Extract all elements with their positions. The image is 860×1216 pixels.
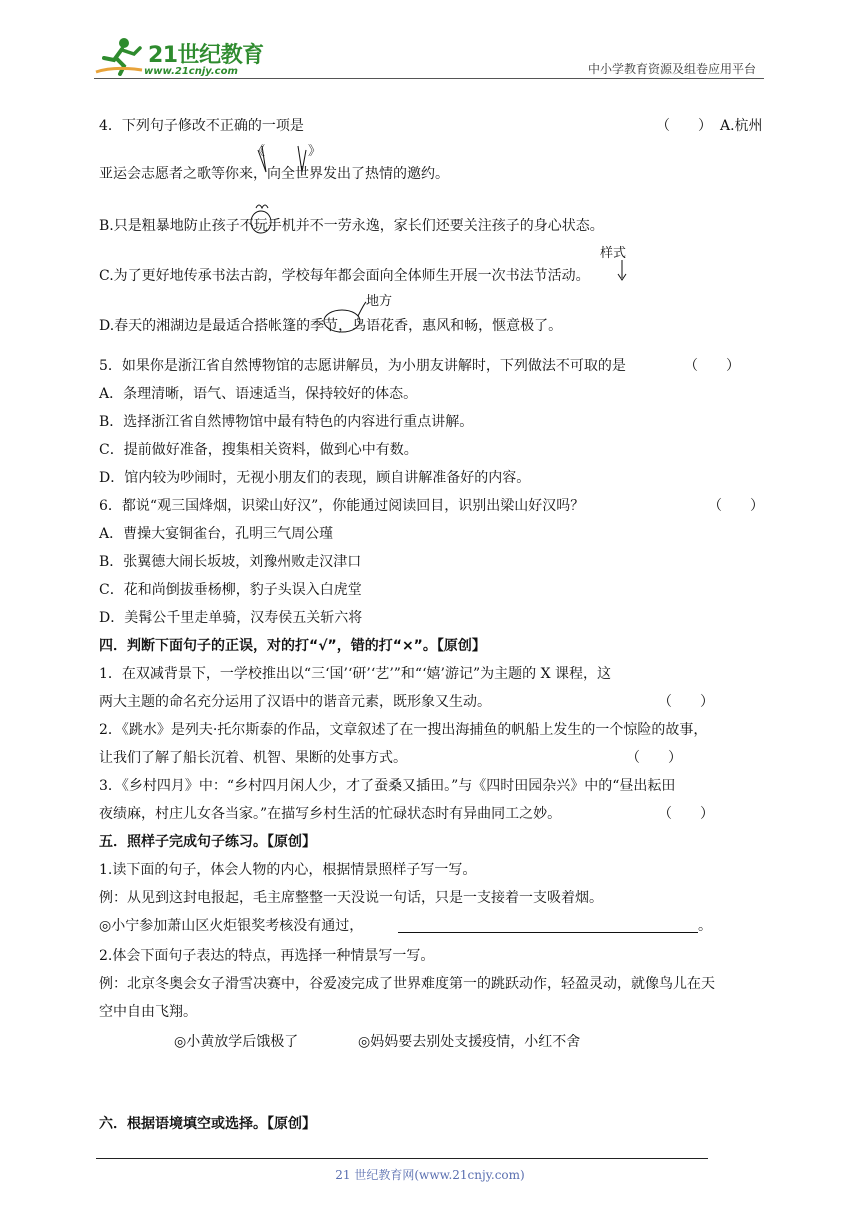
platform-name: 中小学教育资源及组卷应用平台 [587,62,756,76]
q6-option-b: B．张翼德大闹长坂坡，刘豫州败走汉津口 [99,554,362,570]
q4-c-caret [612,258,632,282]
s4-item-1-line-2: 两大主题的命名充分运用了汉语中的谐音元素，既形象又生动。 [99,694,491,710]
q4-a-mark-close: 》 [308,144,322,159]
header-divider [94,78,764,79]
s4-item-2-line-1: 2．《跳水》是列夫·托尔斯泰的作品，文章叙述了在一搜出海捕鱼的帆船上发生的一个惊险的故事， [99,722,708,738]
footer-divider [96,1158,708,1159]
q5-option-d: D．馆内较为吵闹时，无视小朋友们的表现，顾自讲解准备好的内容。 [99,470,531,486]
q6-option-a: A．曹操大宴铜雀台，孔明三气周公瑾 [99,526,334,542]
s5-q2-stem: 2.体会下面句子表达的特点，再选择一种情景写一写。 [99,948,435,964]
s5-q2-example-line-2: 空中自由飞翔。 [99,1004,197,1020]
s5-q2-example-line-1: 例：北京冬奥会女子滑雪决赛中，谷爱凌完成了世界难度第一的跳跃动作，轻盈灵动，就像鸟儿在天 [99,976,715,992]
q4-option-b: B.只是粗暴地防止孩子不玩手机并不一劳永逸，家长们还要关注孩子的身心状态。 [99,218,604,234]
s5-q2-choice-2: ◎妈妈要去别处支援疫情，小红不舍 [358,1034,581,1050]
q4-a-mark-open: 《 [252,144,266,159]
runner-logo-icon [94,36,146,76]
s4-item-3-line-2: 夜绩麻，村庄儿女各当家。”在描写乡村生活的忙碌状态时有异曲同工之妙。 [99,806,562,822]
s5-q1-prompt: ◎小宁参加萧山区火炬银奖考核没有通过， [99,918,364,934]
q6-option-c: C．花和尚倒拔垂杨柳，豹子头误入白虎堂 [99,582,362,598]
s5-q1-answer-blank[interactable] [398,932,698,933]
q4-option-d: D.春天的湘湖边是最适合搭帐篷的季节，鸟语花香，惠风和畅，惬意极了。 [99,318,563,334]
section-6-title: 六．根据语境填空或选择。【原创】 [99,1116,316,1132]
s4-item-2-answer-paren[interactable]: （ ） [626,750,682,766]
q6-stem: 6．都说“观三国烽烟，识梁山好汉”，你能通过阅读回目，识别出梁山好汉吗？ [99,498,585,514]
q6-option-d: D．美髯公千里走单骑，汉寿侯五关斩六将 [99,610,363,626]
q4-option-c: C.为了更好地传承书法古韵，学校每年都会面向全体师生开展一次书法节活动。 [99,268,590,284]
s5-q1-example: 例：从见到这封电报起，毛主席整整一天没说一句话，只是一支接着一支吸着烟。 [99,890,603,906]
q4-option-a: 亚运会志愿者之歌等你来，向全世界发出了热情的邀约。 [99,166,449,182]
q5-answer-paren[interactable]: （ ） [684,358,740,374]
q4-c-insert-mark: 样式 [600,246,627,261]
q5-stem: 5．如果你是浙江省自然博物馆的志愿讲解员，为小朋友讲解时，下列做法不可取的是 [99,358,626,374]
s5-q1-stem: 1.读下面的句子，体会人物的内心，根据情景照样子写一写。 [99,862,477,878]
s5-q1-end-period: 。 [698,918,712,934]
logo-url: www.21cnjy.com [144,66,238,77]
s4-item-1-answer-paren[interactable]: （ ） [658,694,714,710]
q6-answer-paren[interactable]: （ ） [708,498,764,514]
q4-option-a-prefix: A.杭州 [720,118,763,134]
s5-q2-choice-1: ◎小黄放学后饿极了 [174,1034,299,1050]
q4-answer-paren[interactable]: （ ） [656,118,712,134]
logo-text: 21世纪教育 [148,43,264,68]
s4-item-1-line-1: 1．在双减背景下，一学校推出以“三‘国’‘研’‘艺’”和“‘嬉’游记”为主题的 X 课程，这 [99,666,612,682]
q5-option-b: B．选择浙江省自然博物馆中最有特色的内容进行重点讲解。 [99,414,474,430]
s4-item-2-line-2: 让我们了解了船长沉着、机智、果断的处事方式。 [99,750,407,766]
s4-item-3-answer-paren[interactable]: （ ） [658,806,714,822]
section-4-title: 四．判断下面句子的正误，对的打“√”，错的打“×”。【原创】 [99,638,486,654]
q4-stem: 4．下列句子修改不正确的一项是 [99,118,304,134]
s4-item-3-line-1: 3．《乡村四月》中：“乡村四月闲人少，才了蚕桑又插田。”与《四时田园杂兴》中的“昼出耘田 [99,778,676,794]
q5-option-a: A．条理清晰，语气、语速适当，保持较好的体态。 [99,386,418,402]
q5-option-c: C．提前做好准备，搜集相关资料，做到心中有数。 [99,442,418,458]
site-logo [94,36,264,80]
q4-d-insert-mark: 地方 [366,294,393,309]
footer-text: 21 世纪教育网(www.21cnjy.com) [335,1168,525,1182]
section-5-title: 五．照样子完成句子练习。【原创】 [99,834,316,850]
